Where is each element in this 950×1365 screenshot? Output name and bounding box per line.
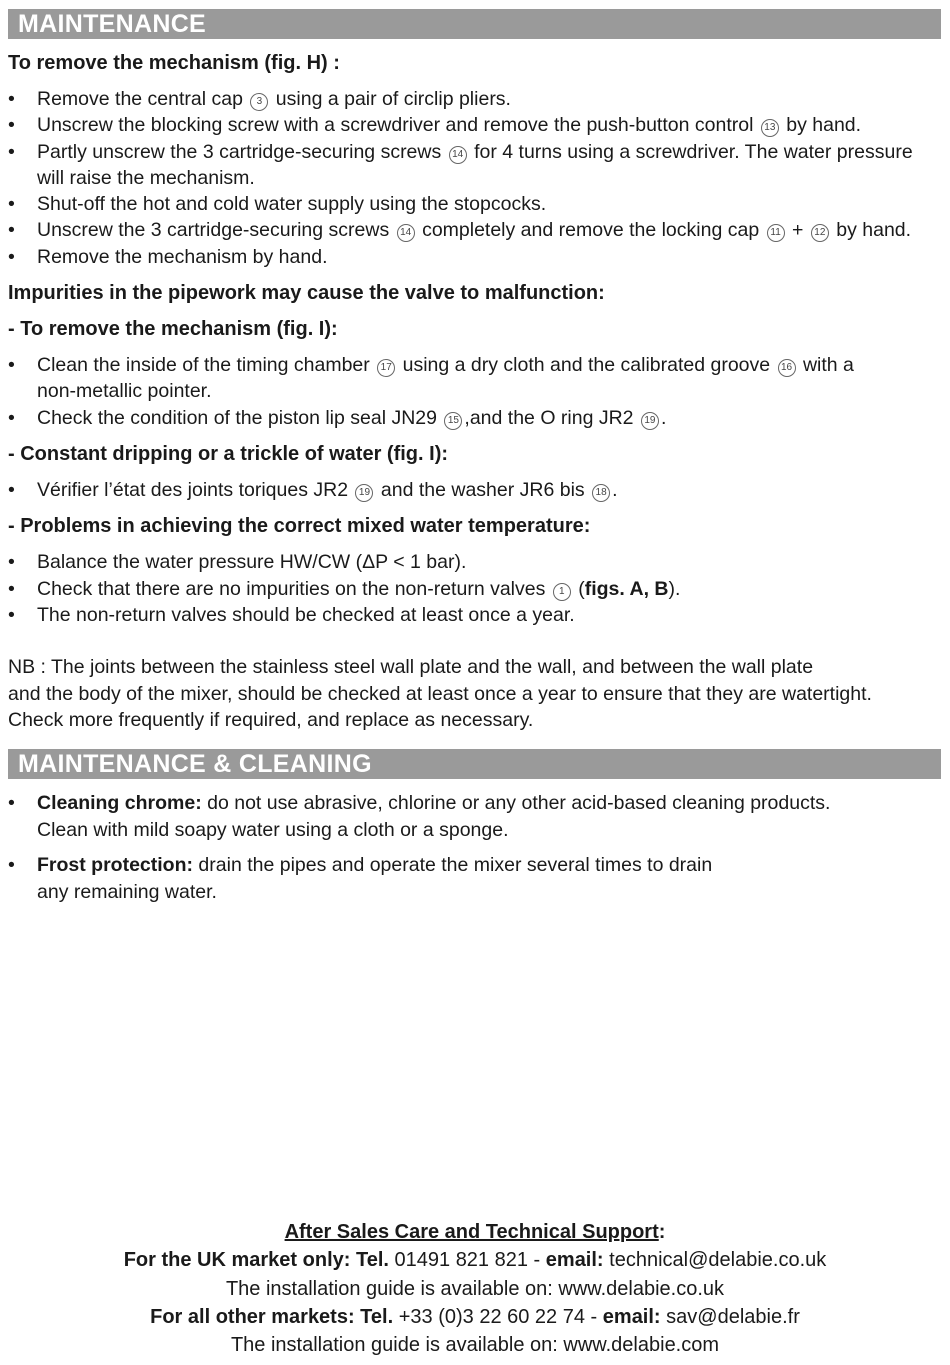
dripping-list [8, 477, 941, 503]
temperature-list [8, 549, 941, 628]
part-number-badge: 13 [761, 119, 779, 137]
uk-guide: The installation guide is available on: www.delabie.co.uk [225, 1277, 725, 1300]
part-number-badge: 19 [355, 484, 373, 502]
maintenance-heading: MAINTENANCE [8, 9, 941, 39]
list-item: • Remove the mechanism by hand. [8, 245, 328, 268]
other-contact: For all other markets: Tel. +33 (0)3 22 60 22 74 - email: sav@delabie.fr [150, 1305, 800, 1328]
remove-mechanism-fig-i-list [8, 352, 941, 431]
support-title: After Sales Care and Technical Support: [284, 1221, 666, 1243]
temperature-title: - Problems in achieving the correct mixed water temperature: [8, 515, 591, 538]
list-item: • The non-return valves should be checked at least once a year. [8, 603, 575, 626]
part-number-badge: 11 [767, 224, 785, 242]
list-item: • Clean the inside of the timing chamber 17 using a dry cloth and the calibrated groove 16 with a non-metallic pointer. [8, 354, 854, 403]
list-item: • Frost protection: drain the pipes and operate the mixer several times to drain any remaining water. [8, 853, 713, 903]
list-item: • Unscrew the 3 cartridge-securing screws 14 completely and remove the locking cap 11 + 12 by hand. [8, 219, 912, 242]
part-number-badge: 14 [397, 224, 415, 242]
cleaning-list [8, 790, 941, 906]
nb-line: and the body of the mixer, should be checked at least once a year to ensure that they are watertight. [8, 682, 872, 705]
nb-line: Check more frequently if required, and replace as necessary. [8, 709, 534, 732]
part-number-badge: 19 [641, 412, 659, 430]
list-item: • Check the condition of the piston lip seal JN29 15 ,and the O ring JR2 19 . [8, 406, 667, 429]
uk-contact: For the UK market only: Tel. 01491 821 821 - email: technical@delabie.co.uk [123, 1249, 827, 1272]
part-number-badge: 18 [592, 484, 610, 502]
part-number-badge: 3 [250, 93, 268, 111]
remove-mechanism-fig-i-title: - To remove the mechanism (fig. I): [8, 318, 338, 341]
list-item: • Shut-off the hot and cold water supply using the stopcocks. [8, 193, 547, 216]
support-footer [0, 1218, 950, 1359]
cleaning-heading: MAINTENANCE & CLEANING [8, 749, 941, 779]
part-number-badge: 16 [778, 359, 796, 377]
part-number-badge: 15 [444, 412, 462, 430]
frost-protection-label: Frost protection: [37, 853, 193, 876]
dripping-title: - Constant dripping or a trickle of water (fig. I): [8, 442, 449, 465]
remove-mechanism-title: To remove the mechanism (fig. H) : [8, 52, 340, 74]
part-number-badge: 1 [553, 583, 571, 601]
list-item: • Balance the water pressure HW/CW (ΔP < 1 bar). [8, 551, 467, 574]
other-guide: The installation guide is available on: www.delabie.com [230, 1334, 720, 1357]
list-item: • Vérifier l’état des joints toriques JR2 19 and the washer JR6 bis 18 . [8, 478, 618, 501]
list-item: • Partly unscrew the 3 cartridge-securing screws 14 for 4 turns using a screwdriver. The water pressure will raise the mechanism. [8, 140, 913, 189]
list-item: • Cleaning chrome: do not use abrasive, chlorine or any other acid-based cleaning products. Clean with mild soapy water using a cloth or a sponge. [8, 791, 831, 841]
nb-note [8, 654, 941, 734]
part-number-badge: 17 [377, 359, 395, 377]
nb-line: NB : The joints between the stainless steel wall plate and the wall, and between the wall plate [8, 656, 814, 679]
document-page [8, 9, 941, 906]
list-item: • Check that there are no impurities on the non-return valves 1 (figs. A, B). [8, 577, 681, 600]
part-number-badge: 14 [449, 146, 467, 164]
uk-email-link[interactable]: technical@delabie.co.uk [609, 1249, 827, 1272]
other-email-link[interactable]: sav@delabie.fr [666, 1305, 800, 1328]
cleaning-chrome-label: Cleaning chrome: [37, 791, 202, 814]
remove-mechanism-list [8, 86, 941, 270]
impurities-title: Impurities in the pipework may cause the valve to malfunction: [8, 282, 605, 305]
part-number-badge: 12 [811, 224, 829, 242]
list-item: • Unscrew the blocking screw with a screwdriver and remove the push-button control 13 by hand. [8, 114, 862, 137]
list-item: • Remove the central cap 3 using a pair of circlip pliers. [8, 88, 511, 110]
